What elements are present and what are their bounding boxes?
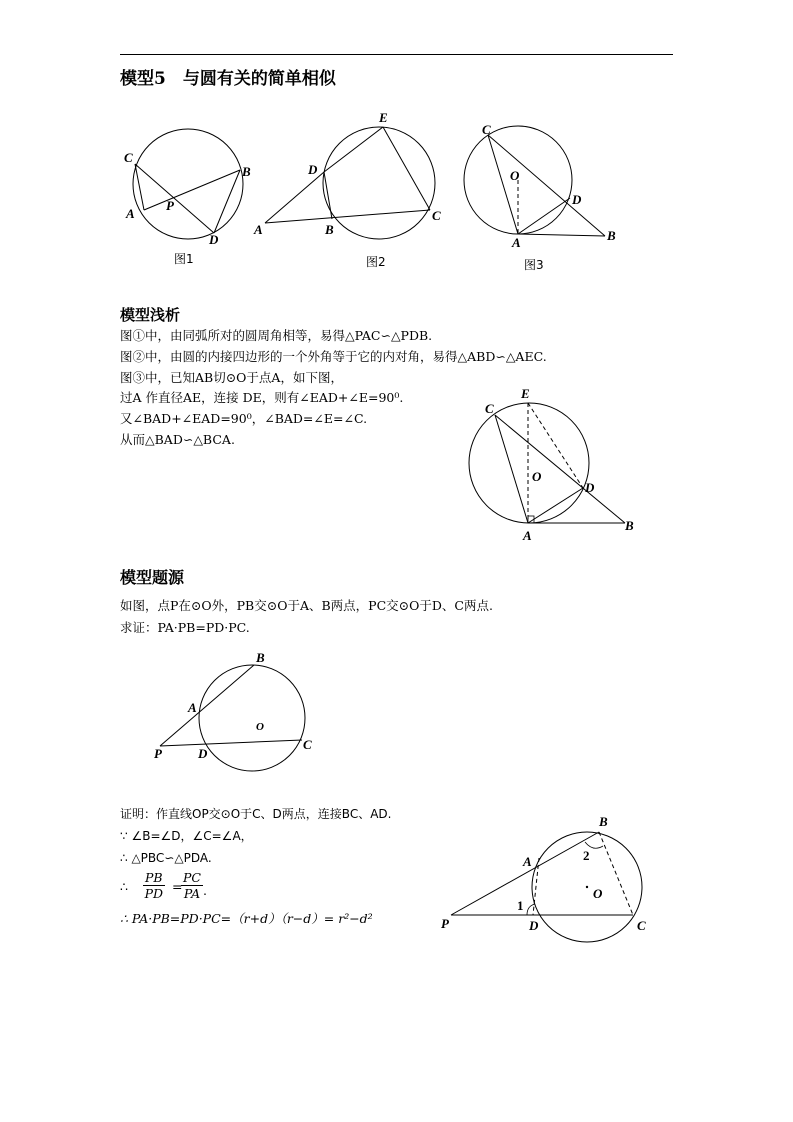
analysis-line-3: 图③中，已知AB切⊙O于点A，如下图， bbox=[120, 370, 343, 385]
fig2-label-b: B bbox=[325, 222, 334, 237]
fig1-label-p: P bbox=[166, 198, 174, 213]
proof-label-2: 2 bbox=[583, 848, 590, 863]
analysis-heading: 模型浅析 bbox=[120, 306, 181, 324]
analysis-line-2: 图②中，由圆的内接四边形的一个外角等于它的内对角，易得△ABD∽△AEC. bbox=[120, 349, 547, 364]
fig3-label-d: D bbox=[572, 192, 582, 207]
analysis-line-1: 图①中，由同弧所对的圆周角相等，易得△PAC∽△PDB. bbox=[120, 328, 433, 343]
fig1-label-b: B bbox=[242, 164, 251, 179]
source-label-b: B bbox=[256, 650, 265, 665]
fig3-label-c: C bbox=[482, 122, 491, 137]
source-line-1: 如图，点P在⊙O外，PB交⊙O于A、B两点，PC交⊙O于D、C两点. bbox=[120, 598, 493, 613]
frac-equals: = bbox=[172, 879, 183, 894]
analysis-label-c: C bbox=[485, 401, 494, 416]
figure-2 bbox=[250, 108, 450, 248]
proof-label-1: 1 bbox=[517, 898, 524, 913]
page-title: 模型5 与圆有关的简单相似 bbox=[120, 69, 336, 89]
source-label-c: C bbox=[303, 737, 312, 752]
proof-label-b: B bbox=[599, 814, 608, 829]
analysis-label-o: O bbox=[532, 469, 542, 484]
source-label-o: O bbox=[256, 721, 264, 733]
fig1-caption: 图1 bbox=[174, 252, 194, 266]
proof-label-p: P bbox=[441, 916, 449, 931]
analysis-label-d: D bbox=[585, 480, 595, 495]
source-label-p: P bbox=[154, 746, 162, 761]
analysis-label-a: A bbox=[523, 528, 532, 543]
proof-figure bbox=[435, 812, 655, 942]
fig3-label-o: O bbox=[510, 168, 520, 183]
fig2-label-c: C bbox=[432, 208, 441, 223]
frac-tail: . bbox=[203, 883, 207, 898]
header-rule bbox=[120, 54, 673, 55]
proof-line-2: ∵ ∠B=∠D，∠C=∠A， bbox=[120, 829, 253, 843]
fig2-label-d: D bbox=[308, 162, 318, 177]
frac-right-den: PA bbox=[183, 886, 201, 901]
analysis-label-b: B bbox=[625, 518, 634, 533]
figure-1 bbox=[120, 120, 260, 250]
fig3-label-b: B bbox=[607, 228, 616, 243]
source-line-2: 求证：PA·PB=PD·PC. bbox=[120, 620, 250, 635]
proof-line-1: 证明：作直线OP交⊙O于C、D两点，连接BC、AD. bbox=[120, 807, 392, 821]
frac-left-den: PD bbox=[144, 886, 164, 901]
proof-label-a: A bbox=[523, 854, 532, 869]
source-label-d: D bbox=[198, 746, 208, 761]
analysis-line-6: 从而△BAD∽△BCA. bbox=[120, 432, 235, 447]
proof-label-c: C bbox=[637, 918, 646, 933]
source-figure bbox=[150, 648, 330, 778]
proof-fraction-left bbox=[143, 870, 165, 901]
analysis-figure bbox=[465, 380, 645, 545]
fig3-caption: 图3 bbox=[524, 258, 544, 272]
analysis-line-5: 又∠BAD+∠EAD=90⁰，∠BAD=∠E=∠C. bbox=[120, 411, 368, 426]
frac-left-num: PB bbox=[145, 870, 163, 885]
frac-right-num: PC bbox=[183, 870, 201, 885]
proof-fraction-right bbox=[181, 870, 203, 901]
source-label-a: A bbox=[188, 700, 197, 715]
analysis-label-e: E bbox=[521, 386, 530, 401]
fig2-caption: 图2 bbox=[366, 255, 386, 269]
proof-line-4: ∴ bbox=[120, 879, 128, 894]
proof-line-5: ∴ PA·PB=PD·PC=（r+d）（r−d）= r²−d² bbox=[120, 911, 373, 926]
fig1-label-c: C bbox=[124, 150, 133, 165]
source-heading: 模型题源 bbox=[120, 568, 185, 587]
figure-3 bbox=[460, 118, 630, 258]
fig3-label-a: A bbox=[512, 235, 521, 250]
fig1-label-d: D bbox=[209, 232, 219, 247]
proof-line-3: ∴ △PBC∽△PDA. bbox=[120, 851, 212, 865]
proof-label-o: O bbox=[593, 886, 603, 901]
fig2-label-e: E bbox=[379, 110, 388, 125]
fig2-label-a: A bbox=[254, 222, 263, 237]
fig1-label-a: A bbox=[126, 206, 135, 221]
proof-label-d: D bbox=[529, 918, 539, 933]
analysis-line-4: 过A 作直径AE，连接 DE，则有∠EAD+∠E=90⁰. bbox=[120, 390, 404, 405]
